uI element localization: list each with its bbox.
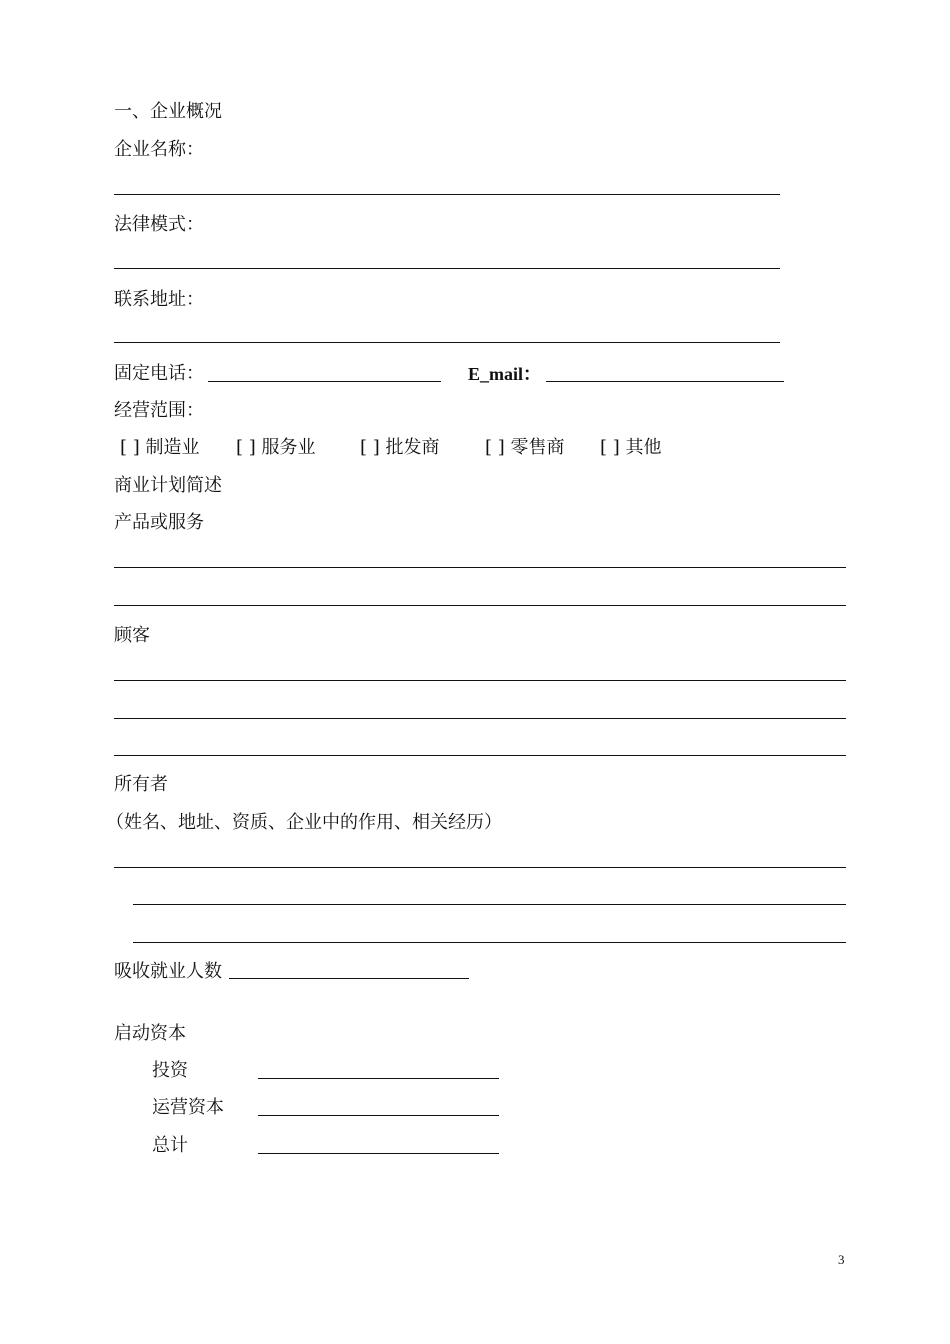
products-underline-1 [114, 567, 846, 568]
phone-underline [208, 381, 441, 382]
employment-field[interactable] [229, 956, 469, 980]
owner-underline-2 [133, 904, 846, 905]
scope-option-label: 服务业 [261, 437, 316, 458]
scope-option-service[interactable] [236, 437, 316, 459]
plan-summary-label: 商业计划简述 [114, 475, 222, 496]
legal-form-label: 法律模式： [114, 214, 204, 235]
checkbox[interactable]: [ ] [485, 437, 505, 458]
investment-label: 投资 [152, 1060, 188, 1081]
employment-underline [229, 978, 469, 979]
scope-option-retail[interactable] [485, 437, 565, 459]
checkbox[interactable]: [ ] [236, 437, 256, 458]
scope-option-label: 批发商 [385, 437, 440, 458]
business-scope-label: 经营范围： [114, 400, 204, 421]
working-capital-field[interactable] [258, 1093, 499, 1117]
scope-option-label: 零售商 [510, 437, 565, 458]
email-field[interactable] [546, 359, 784, 383]
company-name-field[interactable] [114, 172, 780, 196]
owner-underline-3 [133, 942, 846, 943]
legal-form-underline [114, 268, 780, 269]
employment-label: 吸收就业人数 [114, 961, 222, 982]
address-label: 联系地址： [114, 289, 204, 310]
email-underline [546, 381, 784, 382]
working-capital-label: 运营资本 [152, 1097, 224, 1118]
investment-underline [258, 1078, 499, 1079]
total-label: 总计 [152, 1135, 188, 1156]
owner-field-2[interactable] [133, 882, 846, 906]
customers-field-2[interactable] [114, 696, 846, 720]
checkbox[interactable]: [ ] [360, 437, 380, 458]
startup-capital-label: 启动资本 [114, 1023, 186, 1044]
scope-option-manufacturing[interactable] [120, 437, 200, 459]
company-name-underline [114, 194, 780, 195]
address-field[interactable] [114, 320, 780, 344]
owner-field-3[interactable] [133, 920, 846, 944]
page-number: 3 [838, 1252, 845, 1267]
products-label: 产品或服务 [114, 512, 204, 533]
checkbox[interactable]: [ ] [600, 437, 620, 458]
address-underline [114, 342, 780, 343]
legal-form-field[interactable] [114, 246, 780, 270]
email-label: E_mail： [468, 364, 542, 384]
total-underline [258, 1153, 499, 1154]
customers-field-1[interactable] [114, 658, 846, 682]
products-field-1[interactable] [114, 545, 846, 569]
products-field-2[interactable] [114, 583, 846, 607]
scope-option-label: 其他 [625, 437, 662, 458]
phone-field[interactable] [208, 359, 441, 383]
customers-label: 顾客 [114, 625, 150, 646]
customers-underline-2 [114, 718, 846, 719]
scope-option-wholesale[interactable] [360, 437, 440, 459]
scope-option-label: 制造业 [145, 437, 200, 458]
scope-option-other[interactable] [600, 437, 662, 459]
checkbox[interactable]: [ ] [120, 437, 140, 458]
customers-underline-3 [114, 755, 846, 756]
customers-field-3[interactable] [114, 733, 846, 757]
owner-note: （姓名、地址、资质、企业中的作用、相关经历） [106, 812, 502, 833]
customers-underline-1 [114, 680, 846, 681]
products-underline-2 [114, 605, 846, 606]
owner-label: 所有者 [114, 774, 168, 795]
company-name-label: 企业名称： [114, 139, 204, 160]
investment-field[interactable] [258, 1056, 499, 1080]
owner-underline-1 [114, 867, 846, 868]
total-field[interactable] [258, 1131, 499, 1155]
working-capital-underline [258, 1115, 499, 1116]
phone-label: 固定电话： [114, 363, 204, 384]
section-title: 一、企业概况 [114, 101, 222, 122]
owner-field-1[interactable] [114, 845, 846, 869]
